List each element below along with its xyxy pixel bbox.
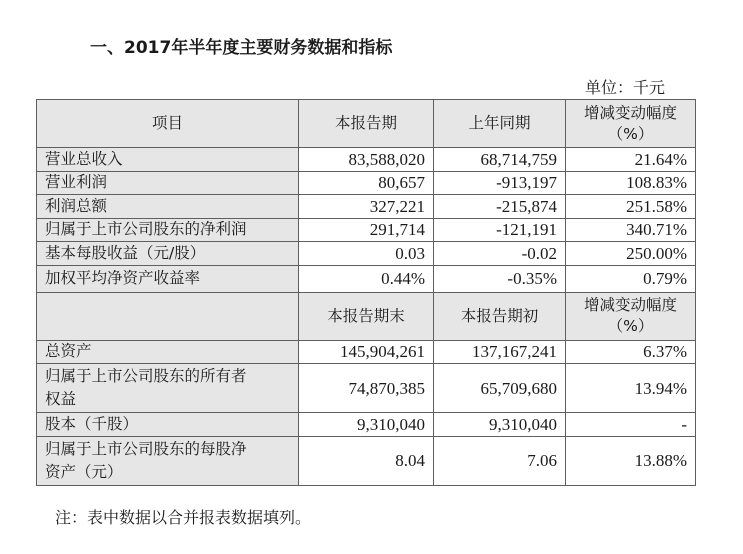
footnote: 注：表中数据以合并报表数据填列。 (55, 508, 312, 527)
subheader-blank (37, 292, 299, 340)
header-period-end: 本报告期末 (299, 292, 434, 340)
current-value: 327,221 (299, 195, 434, 219)
change-value: - (566, 413, 696, 437)
row-label (37, 436, 299, 485)
table-row (37, 148, 696, 172)
row-label: 营业利润 (37, 171, 299, 195)
header-change-line2: （%） (607, 124, 654, 143)
table-row (37, 364, 696, 413)
table-header-row (37, 100, 696, 148)
header-prior-period: 上年同期 (434, 100, 566, 148)
prior-value: -215,874 (434, 195, 566, 219)
table-row (37, 436, 696, 485)
header-change-line1: 增减变动幅度 (583, 296, 677, 314)
unit-label: 单位：千元 (585, 78, 666, 97)
prior-value: -0.02 (434, 242, 566, 266)
header-change-pct (566, 292, 696, 340)
table-row (37, 195, 696, 219)
change-value: 251.58% (566, 195, 696, 219)
change-value: 250.00% (566, 242, 696, 266)
row-label-line2: 权益 (45, 390, 77, 408)
table-row (37, 340, 696, 364)
row-label: 股本（千股） (37, 413, 299, 437)
period-end-value: 74,870,385 (299, 364, 434, 413)
header-change-line2: （%） (607, 317, 654, 335)
table-row (37, 242, 696, 266)
header-period-begin: 本报告期初 (434, 292, 566, 340)
prior-value: -913,197 (434, 171, 566, 195)
prior-value: -121,191 (434, 218, 566, 242)
table-row (37, 218, 696, 242)
current-value: 83,588,020 (299, 148, 434, 172)
prior-value: 68,714,759 (434, 148, 566, 172)
change-value: 6.37% (566, 340, 696, 364)
row-label-line2: 资产（元） (45, 462, 123, 481)
row-label: 利润总额 (37, 195, 299, 219)
table-row (37, 171, 696, 195)
table-row (37, 265, 696, 292)
current-value: 0.03 (299, 242, 434, 266)
change-value: 13.94% (566, 364, 696, 413)
change-value: 0.79% (566, 265, 696, 292)
change-value: 21.64% (566, 148, 696, 172)
period-end-value: 9,310,040 (299, 413, 434, 437)
period-begin-value: 7.06 (434, 436, 566, 485)
table-row (37, 413, 696, 437)
row-label: 总资产 (37, 340, 299, 364)
row-label: 基本每股收益（元/股） (37, 242, 299, 266)
row-label-line1: 归属于上市公司股东的所有者 (45, 367, 247, 385)
period-begin-value: 137,167,241 (434, 340, 566, 364)
period-begin-value: 65,709,680 (434, 364, 566, 413)
row-label: 营业总收入 (37, 148, 299, 172)
current-value: 80,657 (299, 171, 434, 195)
row-label-line1: 归属于上市公司股东的每股净 (45, 439, 247, 458)
current-value: 0.44% (299, 265, 434, 292)
period-begin-value: 9,310,040 (434, 413, 566, 437)
section-title: 一、2017年半年度主要财务数据和指标 (90, 38, 393, 58)
change-value: 340.71% (566, 218, 696, 242)
header-current-period: 本报告期 (299, 100, 434, 148)
row-label: 加权平均净资产收益率 (37, 265, 299, 292)
row-label (37, 364, 299, 413)
current-value: 291,714 (299, 218, 434, 242)
prior-value: -0.35% (434, 265, 566, 292)
table-subheader-row (37, 292, 696, 340)
financial-data-table (36, 99, 696, 486)
header-change-line1: 增减变动幅度 (583, 103, 677, 122)
header-change-pct (566, 100, 696, 148)
row-label: 归属于上市公司股东的净利润 (37, 218, 299, 242)
change-value: 108.83% (566, 171, 696, 195)
change-value: 13.88% (566, 436, 696, 485)
header-item: 项目 (37, 100, 299, 148)
period-end-value: 145,904,261 (299, 340, 434, 364)
period-end-value: 8.04 (299, 436, 434, 485)
